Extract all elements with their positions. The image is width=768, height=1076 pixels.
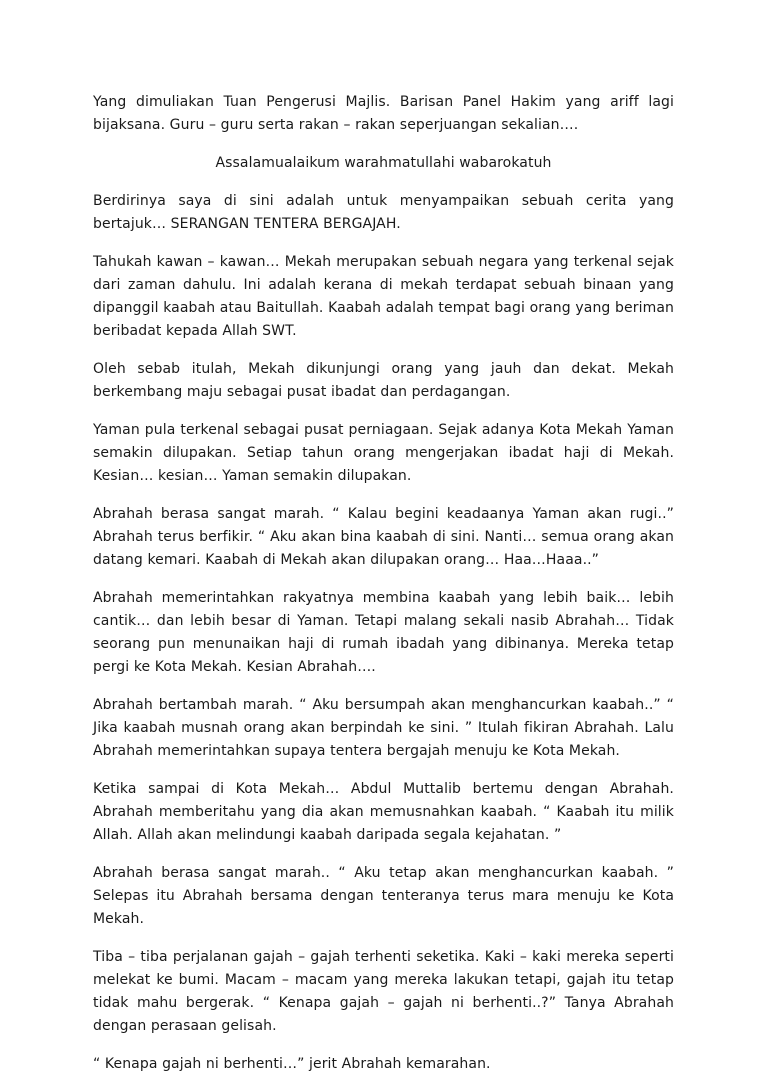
greeting-paragraph: Yang dimuliakan Tuan Pengerusi Majlis. Barisan Panel Hakim yang ariff lagi bijaksana. Guru – guru serta rakan – rakan seperjuangan sekalian…. xyxy=(93,94,674,133)
body-paragraph-yaman: Yaman pula terkenal sebagai pusat perniagaan. Sejak adanya Kota Mekah Yaman semakin dilupakan. Setiap tahun orang mengerjakan ibadat haji di Mekah. Kesian… kesian… Yaman semakin dilupakan. xyxy=(93,422,674,484)
salutation-line: Assalamualaikum warahmatullahi wabarokatuh xyxy=(215,155,552,171)
intro-paragraph: Berdirinya saya di sini adalah untuk menyampaikan sebuah cerita yang bertajuk… SERANGAN TENTERA BERGAJAH. xyxy=(93,193,674,232)
body-paragraph-abdul-muttalib: Ketika sampai di Kota Mekah… Abdul Muttalib bertemu dengan Abrahah. Abrahah memberitahu yang dia akan memusnahkan kaabah. “ Kaabah itu milik Allah. Allah akan melindungi kaabah daripada segala kejahatan. ” xyxy=(93,781,674,843)
body-paragraph-tetap-menghancurkan: Abrahah berasa sangat marah.. “ Aku tetap akan menghancurkan kaabah. ” Selepas itu Abrahah bersama dengan tenteranya terus mara menuju ke Kota Mekah. xyxy=(93,865,674,927)
body-paragraph-bina-kaabah: Abrahah memerintahkan rakyatnya membina kaabah yang lebih baik… lebih cantik… dan lebih besar di Yaman. Tetapi malang sekali nasib Abrahah… Tidak seorang pun menunaikan haji di rumah ibadah yang dibinanya. Mereka tetap pergi ke Kota Mekah. Kesian Abrahah…. xyxy=(93,590,674,675)
body-paragraph-abrahah-marah: Abrahah berasa sangat marah. “ Kalau begini keadaanya Yaman akan rugi..” Abrahah terus berfikir. “ Aku akan bina kaabah di sini. Nanti… semua orang akan datang kemari. Kaabah di Mekah akan dilupakan orang… Haa…Haaa..” xyxy=(93,506,674,568)
body-paragraph-bersumpah: Abrahah bertambah marah. “ Aku bersumpah akan menghancurkan kaabah..” “ Jika kaabah musnah orang akan berpindah ke sini. ” Itulah fikiran Abrahah. Lalu Abrahah memerintahkan supaya tentera bergajah menuju ke Kota Mekah. xyxy=(93,697,674,759)
closing-line: “ Kenapa gajah ni berhenti…” jerit Abrahah kemarahan. xyxy=(93,1056,491,1072)
body-paragraph-mekah: Tahukah kawan – kawan… Mekah merupakan sebuah negara yang terkenal sejak dari zaman dahulu. Ini adalah kerana di mekah terdapat sebuah binaan yang dipanggil kaabah atau Baitullah. Kaabah adalah tempat bagi orang yang beriman beribadat kepada Allah SWT. xyxy=(93,254,674,339)
body-paragraph-pusat-ibadat: Oleh sebab itulah, Mekah dikunjungi orang yang jauh dan dekat. Mekah berkembang maju sebagai pusat ibadat dan perdagangan. xyxy=(93,361,674,400)
body-paragraph-gajah-terhenti: Tiba – tiba perjalanan gajah – gajah terhenti seketika. Kaki – kaki mereka seperti melekat ke bumi. Macam – macam yang mereka lakukan tetapi, gajah itu tetap tidak mahu bergerak. “ Kenapa gajah – gajah ni berhenti..?” Tanya Abrahah dengan perasaan gelisah. xyxy=(93,949,674,1034)
